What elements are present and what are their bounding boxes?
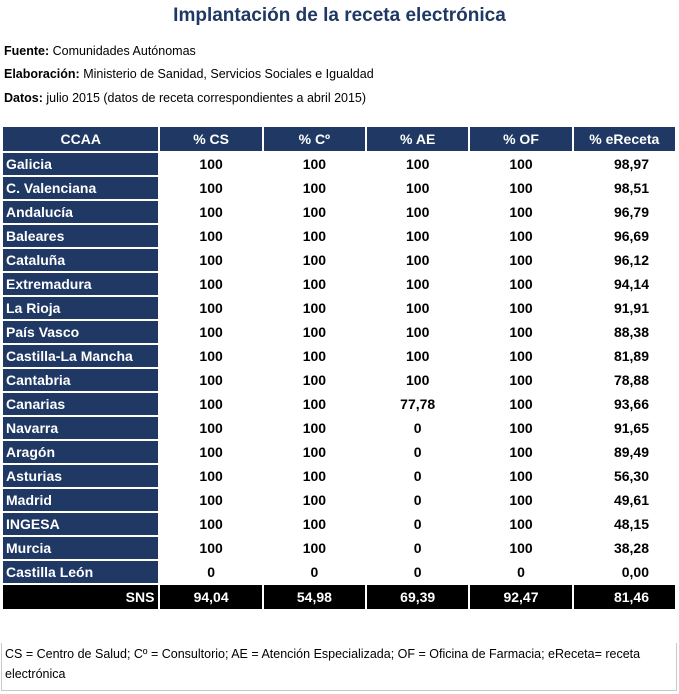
cell-name: País Vasco — [2, 320, 159, 344]
table-row — [2, 464, 676, 488]
table-row — [2, 152, 676, 176]
table-row — [2, 320, 676, 344]
cell-of: 100 — [469, 224, 572, 248]
cell-name: Cataluña — [2, 248, 159, 272]
table-row — [2, 560, 676, 584]
cell-of: 100 — [469, 368, 572, 392]
cell-of: 100 — [469, 344, 572, 368]
cell-ae: 100 — [366, 224, 469, 248]
cell-consultorio: 100 — [263, 272, 366, 296]
cell-of: 100 — [469, 296, 572, 320]
cell-consultorio: 100 — [263, 200, 366, 224]
cell-consultorio: 100 — [263, 488, 366, 512]
cell-cs: 100 — [159, 344, 262, 368]
cell-cs: 100 — [159, 152, 262, 176]
cell-ereceta: 96,79 — [573, 200, 676, 224]
cell-consultorio: 100 — [263, 344, 366, 368]
cell-name: Navarra — [2, 416, 159, 440]
table-row — [2, 344, 676, 368]
cell-name: Castilla-La Mancha — [2, 344, 159, 368]
cell-of: 100 — [469, 272, 572, 296]
cell-of: 100 — [469, 320, 572, 344]
meta-datos — [4, 91, 366, 105]
cell-ereceta: 96,12 — [573, 248, 676, 272]
cell-cs: 100 — [159, 512, 262, 536]
table-row — [2, 296, 676, 320]
cell-name: Extremadura — [2, 272, 159, 296]
cell-of: 100 — [469, 416, 572, 440]
cell-ae: 100 — [366, 320, 469, 344]
cell-of: 100 — [469, 464, 572, 488]
cell-cs: 100 — [159, 320, 262, 344]
cell-ereceta: 38,28 — [573, 536, 676, 560]
cell-ereceta: 93,66 — [573, 392, 676, 416]
cell-ereceta: 0,00 — [573, 560, 676, 584]
cell-ae: 0 — [366, 488, 469, 512]
cell-ae: 77,78 — [366, 392, 469, 416]
meta-datos-label: Datos: — [4, 91, 43, 105]
cell-consultorio: 0 — [263, 560, 366, 584]
cell-consultorio: 100 — [263, 512, 366, 536]
table-row — [2, 488, 676, 512]
cell-cs: 100 — [159, 536, 262, 560]
table-row — [2, 368, 676, 392]
total-label: SNS — [2, 584, 159, 610]
header-ereceta: % eReceta — [573, 126, 676, 152]
cell-cs: 100 — [159, 464, 262, 488]
cell-consultorio: 100 — [263, 368, 366, 392]
table-total-row — [2, 584, 676, 610]
cell-ereceta: 81,89 — [573, 344, 676, 368]
table-row — [2, 272, 676, 296]
cell-consultorio: 100 — [263, 248, 366, 272]
cell-cs: 100 — [159, 200, 262, 224]
cell-cs: 100 — [159, 392, 262, 416]
cell-ereceta: 96,69 — [573, 224, 676, 248]
cell-ereceta: 49,61 — [573, 488, 676, 512]
cell-ae: 0 — [366, 440, 469, 464]
cell-cs: 100 — [159, 176, 262, 200]
cell-cs: 100 — [159, 272, 262, 296]
cell-consultorio: 100 — [263, 464, 366, 488]
header-cs: % CS — [159, 126, 262, 152]
table-row — [2, 392, 676, 416]
total-ereceta: 81,46 — [573, 584, 676, 610]
cell-ae: 100 — [366, 368, 469, 392]
meta-fuente-label: Fuente: — [4, 44, 50, 58]
cell-name: Cantabria — [2, 368, 159, 392]
table-row — [2, 248, 676, 272]
cell-ae: 100 — [366, 296, 469, 320]
cell-ereceta: 91,91 — [573, 296, 676, 320]
cell-cs: 100 — [159, 440, 262, 464]
cell-consultorio: 100 — [263, 152, 366, 176]
cell-name: Aragón — [2, 440, 159, 464]
cell-name: Castilla León — [2, 560, 159, 584]
cell-ae: 100 — [366, 344, 469, 368]
cell-cs: 100 — [159, 368, 262, 392]
total-ae: 69,39 — [366, 584, 469, 610]
table-row — [2, 440, 676, 464]
cell-of: 100 — [469, 152, 572, 176]
cell-ereceta: 91,65 — [573, 416, 676, 440]
cell-consultorio: 100 — [263, 176, 366, 200]
table-body — [2, 152, 676, 584]
cell-consultorio: 100 — [263, 224, 366, 248]
cell-ae: 0 — [366, 464, 469, 488]
meta-elaboracion-label: Elaboración: — [4, 67, 80, 81]
cell-ereceta: 88,38 — [573, 320, 676, 344]
cell-name: Murcia — [2, 536, 159, 560]
cell-ereceta: 89,49 — [573, 440, 676, 464]
cell-of: 100 — [469, 512, 572, 536]
cell-cs: 100 — [159, 416, 262, 440]
cell-name: INGESA — [2, 512, 159, 536]
cell-of: 100 — [469, 392, 572, 416]
cell-name: Madrid — [2, 488, 159, 512]
meta-fuente-value: Comunidades Autónomas — [52, 44, 196, 58]
cell-ae: 100 — [366, 248, 469, 272]
table-row — [2, 176, 676, 200]
cell-of: 100 — [469, 200, 572, 224]
table-row — [2, 200, 676, 224]
legend-note: CS = Centro de Salud; Cº = Consultorio; AE = Atención Especializada; OF = Oficina de Farmacia; eReceta= receta electrónica — [1, 643, 677, 691]
cell-ae: 100 — [366, 200, 469, 224]
total-cs: 94,04 — [159, 584, 262, 610]
cell-name: C. Valenciana — [2, 176, 159, 200]
cell-cs: 0 — [159, 560, 262, 584]
page-title: Implantación de la receta electrónica — [173, 5, 506, 26]
cell-name: Baleares — [2, 224, 159, 248]
cell-name: La Rioja — [2, 296, 159, 320]
cell-of: 100 — [469, 248, 572, 272]
cell-consultorio: 100 — [263, 392, 366, 416]
cell-ae: 100 — [366, 272, 469, 296]
cell-ereceta: 94,14 — [573, 272, 676, 296]
header-of: % OF — [469, 126, 572, 152]
cell-ereceta: 78,88 — [573, 368, 676, 392]
cell-name: Galicia — [2, 152, 159, 176]
cell-ae: 100 — [366, 176, 469, 200]
total-consultorio: 54,98 — [263, 584, 366, 610]
cell-ereceta: 98,51 — [573, 176, 676, 200]
table-row — [2, 536, 676, 560]
cell-ae: 0 — [366, 536, 469, 560]
cell-ae: 0 — [366, 560, 469, 584]
table-header-row — [2, 126, 676, 152]
cell-consultorio: 100 — [263, 320, 366, 344]
meta-elaboracion-value: Ministerio de Sanidad, Servicios Sociales e Igualdad — [83, 67, 374, 81]
cell-of: 100 — [469, 176, 572, 200]
table-row — [2, 224, 676, 248]
cell-of: 100 — [469, 536, 572, 560]
cell-cs: 100 — [159, 488, 262, 512]
cell-cs: 100 — [159, 296, 262, 320]
cell-cs: 100 — [159, 248, 262, 272]
header-consultorio: % Cº — [263, 126, 366, 152]
cell-consultorio: 100 — [263, 536, 366, 560]
total-of: 92,47 — [469, 584, 572, 610]
cell-name: Asturias — [2, 464, 159, 488]
cell-ae: 0 — [366, 416, 469, 440]
cell-name: Canarias — [2, 392, 159, 416]
meta-datos-value: julio 2015 (datos de receta correspondientes a abril 2015) — [46, 91, 367, 105]
receta-table — [1, 125, 677, 611]
cell-name: Andalucía — [2, 200, 159, 224]
cell-ereceta: 48,15 — [573, 512, 676, 536]
table-row — [2, 512, 676, 536]
cell-ereceta: 98,97 — [573, 152, 676, 176]
cell-consultorio: 100 — [263, 296, 366, 320]
cell-cs: 100 — [159, 224, 262, 248]
header-ccaa: CCAA — [2, 126, 159, 152]
header-ae: % AE — [366, 126, 469, 152]
cell-consultorio: 100 — [263, 440, 366, 464]
cell-ae: 100 — [366, 152, 469, 176]
meta-fuente — [4, 44, 196, 58]
meta-elaboracion — [4, 67, 374, 81]
cell-ereceta: 56,30 — [573, 464, 676, 488]
table-row — [2, 416, 676, 440]
cell-ae: 0 — [366, 512, 469, 536]
cell-of: 100 — [469, 488, 572, 512]
cell-of: 0 — [469, 560, 572, 584]
cell-consultorio: 100 — [263, 416, 366, 440]
cell-of: 100 — [469, 440, 572, 464]
